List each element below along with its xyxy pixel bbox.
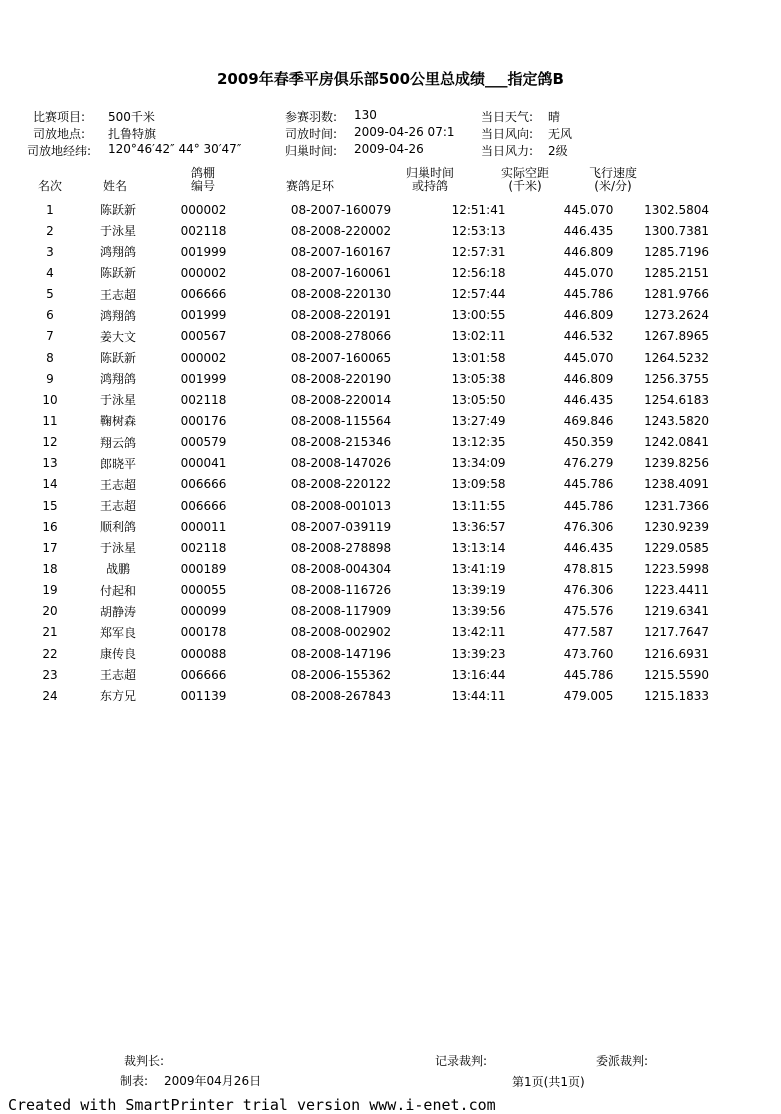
speed-cell: 1285.7196	[644, 244, 710, 259]
rank-cell: 3	[46, 244, 54, 259]
ring-cell: 08-2008-115564	[290, 413, 392, 428]
loft-cell: 000002	[180, 265, 227, 280]
name-cell: 鸿翔鸽	[100, 245, 137, 260]
ring-cell: 08-2008-117909	[290, 604, 392, 619]
rank-cell: 13	[42, 456, 58, 471]
time-cell: 12:57:31	[451, 244, 506, 259]
time-cell: 13:36:57	[451, 519, 506, 534]
distance-cell: 445.070	[563, 265, 614, 280]
table-row	[0, 474, 709, 495]
distance-cell: 473.760	[563, 646, 614, 661]
loft-cell: 001139	[180, 688, 227, 703]
speed-cell: 1273.2624	[644, 308, 710, 323]
distance-cell: 476.279	[563, 456, 614, 471]
distance-cell: 446.809	[563, 308, 614, 323]
rank-cell: 14	[42, 477, 58, 492]
time-cell: 13:13:14	[451, 540, 506, 555]
release-place-value: 扎鲁特旗	[108, 127, 157, 141]
race-item-label: 比赛项目:	[33, 110, 86, 124]
loft-cell: 000088	[180, 646, 227, 661]
ring-cell: 08-2007-039119	[290, 519, 392, 534]
distance-cell: 446.435	[563, 392, 614, 407]
weather-label: 当日天气:	[481, 110, 534, 124]
ring-cell: 08-2008-215346	[290, 435, 392, 450]
loft-cell: 001999	[180, 308, 227, 323]
rank-cell: 18	[42, 561, 58, 576]
loft-cell: 001999	[180, 371, 227, 386]
ring-cell: 08-2007-160079	[290, 202, 392, 217]
name-cell: 胡静涛	[100, 604, 137, 619]
ring-cell: 08-2008-220130	[290, 287, 392, 302]
rank-cell: 23	[42, 667, 58, 682]
ring-cell: 08-2008-220122	[290, 477, 392, 492]
loft-cell: 000002	[180, 202, 227, 217]
table-row	[0, 284, 709, 305]
time-cell: 12:57:44	[451, 287, 506, 302]
name-cell: 鸿翔鸽	[100, 372, 137, 387]
name-cell: 王志超	[100, 668, 137, 683]
rank-cell: 15	[42, 498, 58, 513]
time-cell: 13:02:11	[451, 329, 506, 344]
name-cell: 王志超	[100, 477, 137, 492]
table-row	[0, 601, 709, 622]
ring-cell: 08-2006-155362	[290, 667, 392, 682]
table-row	[0, 305, 709, 326]
header-dist-line2: (千米)	[508, 179, 542, 193]
time-cell: 13:27:49	[451, 413, 506, 428]
ring-cell: 08-2007-160061	[290, 265, 392, 280]
table-row	[0, 537, 709, 558]
loft-cell: 000567	[180, 329, 227, 344]
distance-cell: 469.846	[563, 413, 614, 428]
table-row	[0, 389, 709, 410]
time-cell: 13:05:50	[451, 392, 506, 407]
speed-cell: 1243.5820	[644, 413, 710, 428]
time-cell: 13:44:11	[451, 688, 506, 703]
distance-cell: 446.809	[563, 371, 614, 386]
distance-cell: 450.359	[563, 435, 614, 450]
distance-cell: 478.815	[563, 561, 614, 576]
made-label: 制表:	[120, 1074, 149, 1088]
name-cell: 康传良	[100, 647, 137, 662]
time-cell: 13:01:58	[451, 350, 506, 365]
time-cell: 13:05:38	[451, 371, 506, 386]
rank-cell: 8	[46, 350, 54, 365]
table-row	[0, 410, 709, 431]
release-time-value: 2009-04-26 07:1	[354, 125, 455, 139]
loft-cell: 006666	[180, 498, 227, 513]
name-cell: 王志超	[100, 287, 137, 302]
time-cell: 13:41:19	[451, 561, 506, 576]
ring-cell: 08-2007-160065	[290, 350, 392, 365]
delegate-label: 委派裁判:	[596, 1054, 649, 1068]
time-cell: 13:00:55	[451, 308, 506, 323]
wind-force-label: 当日风力:	[481, 144, 534, 158]
ring-cell: 08-2008-116726	[290, 583, 392, 598]
loft-cell: 000002	[180, 350, 227, 365]
name-cell: 翔云鸽	[100, 435, 137, 450]
name-cell: 顺利鸽	[100, 520, 137, 535]
loft-cell: 000189	[180, 561, 227, 576]
table-row	[0, 685, 709, 706]
name-cell: 王志超	[100, 499, 137, 514]
recorder-label: 记录裁判:	[435, 1054, 488, 1068]
time-cell: 13:09:58	[451, 477, 506, 492]
name-cell: 于泳星	[100, 393, 137, 408]
name-cell: 于泳星	[100, 541, 137, 556]
rank-cell: 22	[42, 646, 58, 661]
speed-cell: 1238.4091	[644, 477, 710, 492]
distance-cell: 446.809	[563, 244, 614, 259]
header-speed-line2: (米/分)	[594, 179, 632, 193]
header-speed	[578, 167, 648, 193]
distance-cell: 477.587	[563, 625, 614, 640]
table-row	[0, 220, 709, 241]
judge-label: 裁判长:	[124, 1054, 165, 1068]
speed-cell: 1264.5232	[644, 350, 710, 365]
time-cell: 13:39:23	[451, 646, 506, 661]
time-cell: 13:39:56	[451, 604, 506, 619]
speed-cell: 1231.7366	[644, 498, 710, 513]
entries-value: 130	[354, 108, 377, 122]
table-row	[0, 432, 709, 453]
table-row	[0, 199, 709, 220]
name-cell: 鸿翔鸽	[100, 308, 137, 323]
ring-cell: 08-2008-147026	[290, 456, 392, 471]
name-cell: 东方兄	[100, 689, 137, 704]
results-table	[0, 199, 709, 706]
ring-cell: 08-2007-160167	[290, 244, 392, 259]
entries-label: 参赛羽数:	[285, 110, 338, 124]
speed-cell: 1223.4411	[644, 583, 710, 598]
loft-cell: 002118	[180, 540, 227, 555]
speed-cell: 1219.6341	[644, 604, 710, 619]
page-info: 第1页(共1页)	[512, 1075, 585, 1089]
wind-force-value: 2级	[548, 144, 568, 158]
distance-cell: 476.306	[563, 583, 614, 598]
name-cell: 姜大文	[100, 329, 137, 344]
rank-cell: 19	[42, 583, 58, 598]
name-cell: 陈跃新	[100, 266, 137, 281]
speed-cell: 1230.9239	[644, 519, 710, 534]
distance-cell: 479.005	[563, 688, 614, 703]
distance-cell: 476.306	[563, 519, 614, 534]
rank-cell: 1	[46, 202, 54, 217]
table-row	[0, 622, 709, 643]
table-row	[0, 453, 709, 474]
results-body	[0, 199, 709, 706]
header-name: 姓名	[102, 179, 127, 193]
table-row	[0, 643, 709, 664]
speed-cell: 1300.7381	[644, 223, 710, 238]
loft-cell: 000041	[180, 456, 227, 471]
loft-cell: 002118	[180, 392, 227, 407]
rank-cell: 12	[42, 435, 58, 450]
rank-cell: 2	[46, 223, 54, 238]
name-cell: 郑军良	[100, 625, 137, 640]
header-speed-line1: 飞行速度	[588, 166, 637, 180]
table-row	[0, 326, 709, 347]
table-row	[0, 368, 709, 389]
distance-cell: 445.786	[563, 498, 614, 513]
ring-cell: 08-2008-220191	[290, 308, 392, 323]
wind-dir-label: 当日风向:	[481, 127, 534, 141]
header-loft	[178, 167, 228, 193]
table-row	[0, 664, 709, 685]
distance-cell: 445.070	[563, 350, 614, 365]
distance-cell: 446.435	[563, 540, 614, 555]
header-dist-line1: 实际空距	[500, 166, 549, 180]
header-ring: 赛鸽足环	[285, 179, 334, 193]
release-coord-label: 司放地经纬:	[27, 144, 92, 158]
speed-cell: 1302.5804	[644, 202, 710, 217]
release-time-label: 司放时间:	[285, 127, 338, 141]
wind-dir-value: 无风	[548, 127, 573, 141]
release-place-label: 司放地点:	[33, 127, 86, 141]
race-item-value: 500千米	[108, 110, 155, 124]
page-title: 2009年春季平房俱乐部500公里总成绩___指定鸽B	[217, 70, 564, 88]
speed-cell: 1216.6931	[644, 646, 710, 661]
name-cell: 陈跃新	[100, 351, 137, 366]
distance-cell: 445.786	[563, 667, 614, 682]
rank-cell: 5	[46, 287, 54, 302]
loft-cell: 002118	[180, 223, 227, 238]
time-cell: 13:16:44	[451, 667, 506, 682]
rank-cell: 6	[46, 308, 54, 323]
header-time-line1: 归巢时间	[405, 166, 454, 180]
rank-cell: 10	[42, 392, 58, 407]
table-row	[0, 262, 709, 283]
loft-cell: 000178	[180, 625, 227, 640]
name-cell: 付起和	[100, 583, 137, 598]
distance-cell: 475.576	[563, 604, 614, 619]
rank-cell: 4	[46, 265, 54, 280]
loft-cell: 000176	[180, 413, 227, 428]
rank-cell: 17	[42, 540, 58, 555]
table-row	[0, 347, 709, 368]
speed-cell: 1281.9766	[644, 287, 710, 302]
name-cell: 陈跃新	[100, 203, 137, 218]
ring-cell: 08-2008-001013	[290, 498, 392, 513]
header-rank: 名次	[37, 179, 62, 193]
time-cell: 12:56:18	[451, 265, 506, 280]
rank-cell: 24	[42, 688, 58, 703]
loft-cell: 000099	[180, 604, 227, 619]
speed-cell: 1267.8965	[644, 329, 710, 344]
header-time-line2: 或持鸽	[411, 179, 448, 193]
header-time	[395, 167, 465, 193]
header-loft-line1: 鸽棚	[190, 166, 215, 180]
time-cell: 13:39:19	[451, 583, 506, 598]
distance-cell: 445.070	[563, 202, 614, 217]
table-row	[0, 241, 709, 262]
ring-cell: 08-2008-220002	[290, 223, 392, 238]
speed-cell: 1254.6183	[644, 392, 710, 407]
name-cell: 于泳星	[100, 224, 137, 239]
distance-cell: 446.532	[563, 329, 614, 344]
loft-cell: 006666	[180, 477, 227, 492]
time-cell: 13:42:11	[451, 625, 506, 640]
name-cell: 郎晓平	[100, 456, 137, 471]
rank-cell: 9	[46, 371, 54, 386]
loft-cell: 000011	[180, 519, 227, 534]
rank-cell: 21	[42, 625, 58, 640]
speed-cell: 1223.5998	[644, 561, 710, 576]
ring-cell: 08-2008-267843	[290, 688, 392, 703]
rank-cell: 16	[42, 519, 58, 534]
name-cell: 鞠树森	[100, 414, 137, 429]
time-cell: 13:12:35	[451, 435, 506, 450]
ring-cell: 08-2008-002902	[290, 625, 392, 640]
loft-cell: 006666	[180, 667, 227, 682]
ring-cell: 08-2008-220190	[290, 371, 392, 386]
ring-cell: 08-2008-147196	[290, 646, 392, 661]
table-row	[0, 516, 709, 537]
speed-cell: 1217.7647	[644, 625, 710, 640]
table-row	[0, 580, 709, 601]
speed-cell: 1242.0841	[644, 435, 710, 450]
loft-cell: 001999	[180, 244, 227, 259]
speed-cell: 1285.2151	[644, 265, 710, 280]
time-cell: 12:51:41	[451, 202, 506, 217]
ring-cell: 08-2008-278898	[290, 540, 392, 555]
header-loft-line2: 编号	[190, 179, 215, 193]
weather-value: 晴	[548, 110, 561, 124]
made-date: 2009年04月26日	[164, 1074, 262, 1088]
rank-cell: 11	[42, 413, 58, 428]
loft-cell: 000055	[180, 583, 227, 598]
table-row	[0, 558, 709, 579]
speed-cell: 1256.3755	[644, 371, 710, 386]
ring-cell: 08-2008-220014	[290, 392, 392, 407]
time-cell: 13:11:55	[451, 498, 506, 513]
release-coord-value: 120°46′42″ 44° 30′47″	[108, 142, 242, 156]
rank-cell: 7	[46, 329, 54, 344]
watermark-text: Created with SmartPrinter trial version www.i-enet.com	[8, 1096, 496, 1114]
rank-cell: 20	[42, 604, 58, 619]
loft-cell: 000579	[180, 435, 227, 450]
return-time-value: 2009-04-26	[354, 142, 424, 156]
distance-cell: 446.435	[563, 223, 614, 238]
speed-cell: 1229.0585	[644, 540, 710, 555]
header-dist	[490, 167, 560, 193]
table-row	[0, 495, 709, 516]
distance-cell: 445.786	[563, 287, 614, 302]
speed-cell: 1215.1833	[644, 688, 710, 703]
speed-cell: 1215.5590	[644, 667, 710, 682]
ring-cell: 08-2008-004304	[290, 561, 392, 576]
distance-cell: 445.786	[563, 477, 614, 492]
ring-cell: 08-2008-278066	[290, 329, 392, 344]
loft-cell: 006666	[180, 287, 227, 302]
time-cell: 13:34:09	[451, 456, 506, 471]
speed-cell: 1239.8256	[644, 456, 710, 471]
time-cell: 12:53:13	[451, 223, 506, 238]
return-time-label: 归巢时间:	[285, 144, 338, 158]
name-cell: 战鹏	[106, 562, 131, 577]
